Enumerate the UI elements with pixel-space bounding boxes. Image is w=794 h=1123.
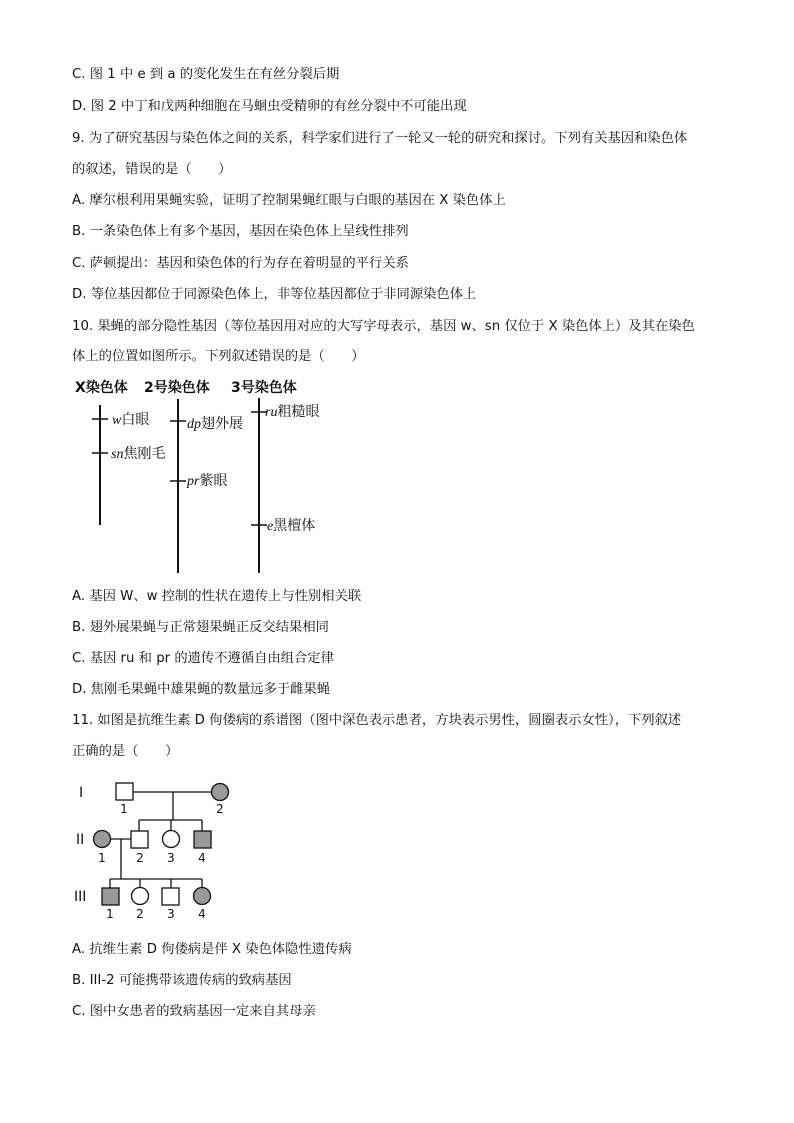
option-9b: B. 一条染色体上有多个基因，基因在染色体上呈线性排列: [72, 224, 409, 239]
x-chromosome-header: X染色体: [75, 380, 128, 396]
option-11c: C. 图中女患者的致病基因一定来自其母亲: [72, 1004, 316, 1019]
pedigree-number: 4: [198, 851, 206, 865]
pedigree-iii3-male: [162, 888, 179, 905]
option-9c: C. 萨顿提出：基因和染色体的行为存在着明显的平行关系: [72, 256, 409, 271]
option-10c: C. 基因 ru 和 pr 的遗传不遵循自由组合定律: [72, 651, 334, 666]
chromosome-2-header: 2号染色体: [144, 380, 210, 396]
option-11b: B. III-2 可能携带该遗传病的致病基因: [72, 973, 292, 988]
sn-gene-label: sn焦刚毛: [111, 446, 166, 462]
pedigree-i2-affected-female: [212, 784, 229, 801]
option-11a: A. 抗维生素 D 佝偻病是伴 X 染色体隐性遗传病: [72, 942, 352, 957]
line-d8: D. 图 2 中丁和戊两种细胞在马蛔虫受精卵的有丝分裂中不可能出现: [72, 99, 467, 114]
pedigree-number: 2: [136, 851, 144, 865]
ru-gene-label: ru粗糙眼: [265, 404, 320, 420]
question-9-line2: 的叙述，错误的是（ ）: [72, 162, 232, 177]
pedigree-number: 1: [120, 802, 128, 816]
question-11-line1: 11. 如图是抗维生素 D 佝偻病的系谱图（图中深色表示患者，方块表示男性，圆圈表示女性），下列叙述: [72, 713, 682, 728]
question-9-line1: 9. 为了研究基因与染色体之间的关系，科学家们进行了一轮又一轮的研究和探讨。下列有关基因和染色体: [72, 131, 688, 146]
w-gene-label: w白眼: [112, 412, 150, 428]
question-11-line2: 正确的是（ ）: [72, 744, 179, 759]
generation-label-i: I: [79, 785, 84, 801]
generation-label-iii: III: [74, 889, 87, 905]
pedigree-number: 3: [167, 907, 175, 921]
question-10-line2: 体上的位置如图所示。下列叙述错误的是（ ）: [72, 349, 365, 364]
pedigree-ii2-male: [131, 831, 148, 848]
pedigree-ii3-female: [163, 831, 180, 848]
option-10b: B. 翅外展果蝇与正常翅果蝇正反交结果相同: [72, 620, 329, 635]
pedigree-number: 2: [216, 802, 224, 816]
e-gene-label: e黑檀体: [267, 518, 316, 534]
question-10-line1: 10. 果蝇的部分隐性基因（等位基因用对应的大写字母表示，基因 w、sn 仅位于 X 染色体上）及其在染色: [72, 319, 695, 334]
pedigree-number: 4: [198, 907, 206, 921]
pedigree-ii4-affected-male: [194, 831, 211, 848]
pedigree-iii4-affected-female: [194, 888, 211, 905]
chromosome-3-header: 3号染色体: [231, 380, 297, 396]
pedigree-ii1-affected-female: [94, 831, 111, 848]
option-10a: A. 基因 W、w 控制的性状在遗传上与性别相关联: [72, 589, 362, 604]
pedigree-number: 1: [106, 907, 114, 921]
line-c8: C. 图 1 中 e 到 a 的变化发生在有丝分裂后期: [72, 67, 340, 82]
option-9a: A. 摩尔根利用果蝇实验，证明了控制果蝇红眼与白眼的基因在 X 染色体上: [72, 193, 506, 208]
option-9d: D. 等位基因都位于同源染色体上，非等位基因都位于非同源染色体上: [72, 287, 477, 302]
option-10d: D. 焦刚毛果蝇中雄果蝇的数量远多于雌果蝇: [72, 682, 331, 697]
pedigree-iii1-affected-male: [102, 888, 119, 905]
pr-gene-label: pr紫眼: [187, 473, 228, 489]
pedigree-iii2-female: [132, 888, 149, 905]
pedigree-number: 2: [136, 907, 144, 921]
generation-label-ii: II: [76, 832, 85, 848]
pedigree-number: 3: [167, 851, 175, 865]
dp-gene-label: dp翅外展: [187, 416, 243, 432]
pedigree-number: 1: [98, 851, 106, 865]
chromosome-headers: [75, 379, 297, 396]
pedigree-i1-male: [116, 783, 133, 800]
